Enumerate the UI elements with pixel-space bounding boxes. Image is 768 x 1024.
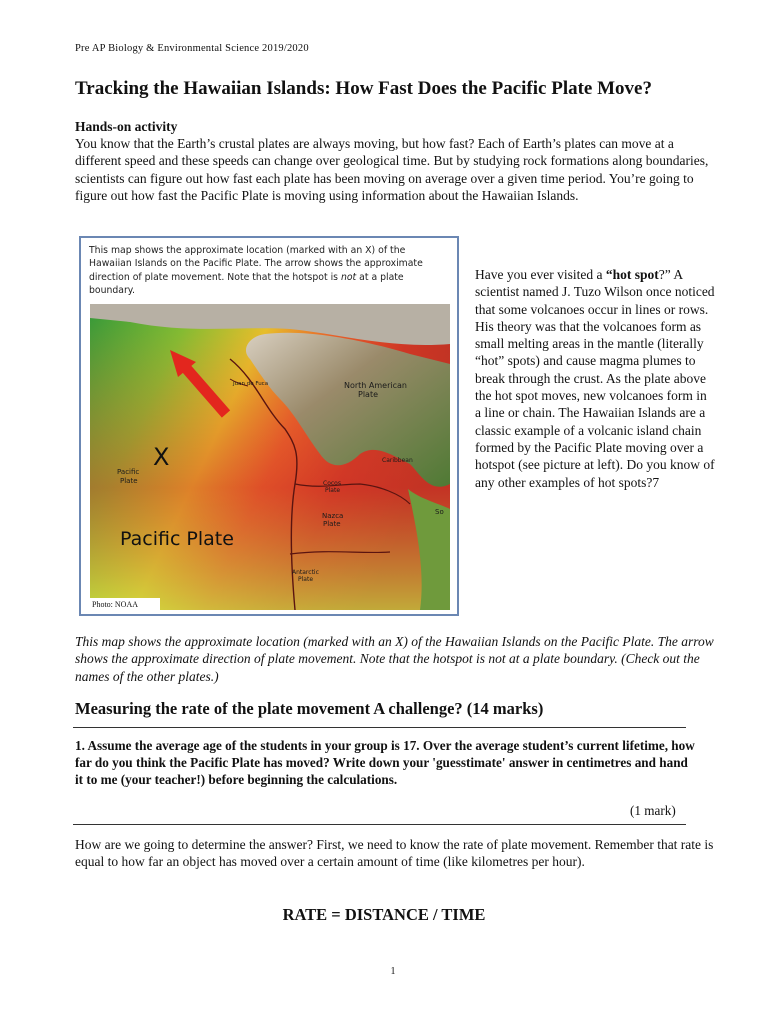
plate-map-image <box>90 304 450 610</box>
divider-bottom <box>73 824 686 825</box>
rate-formula: RATE = DISTANCE / TIME <box>282 905 486 924</box>
section-title: Measuring the rate of the plate movement A challenge? (14 marks) <box>75 699 544 718</box>
hotspot-x-marker: X <box>153 443 170 471</box>
divider-top <box>73 727 686 728</box>
map-figure-caption <box>89 244 449 297</box>
label-pacific: Pacific <box>117 468 140 476</box>
label-antarctic-plate: Plate <box>298 576 314 583</box>
hotspot-sidebar-text <box>475 266 715 491</box>
label-north-american-plate: Plate <box>358 390 379 399</box>
label-north-american: North American <box>344 381 407 390</box>
course-header: Pre AP Biology & Environmental Science 2019/2020 <box>75 43 309 54</box>
sidebar-hot-spot-term: “hot spot <box>605 267 659 282</box>
label-caribbean: Caribbean <box>382 457 413 464</box>
activity-subheading: Hands-on activity <box>75 119 178 134</box>
label-south-american-partial: So <box>435 508 444 516</box>
map-caption-text-end: at a plate boundary. <box>89 271 404 296</box>
sidebar-text-start: Have you ever visited a <box>475 267 606 282</box>
page-number: 1 <box>390 966 396 977</box>
map-caption-emphasis: not <box>340 271 357 283</box>
rate-explanation: How are we going to determine the answer? First, we need to know the rate of plate movement. Remember that rate is equal to how far an object has moved over a certain amount of time (like kilometres per hour). <box>75 837 714 870</box>
map-caption-text: This map shows the approximate location (marked with an X) of the Hawaiian Islands on the Pacific Plate. The arrow shows the approximate direction of plate movement. Note that the hotspot is <box>89 245 423 283</box>
label-cocos: Cocos <box>323 480 341 487</box>
label-nazca: Nazca <box>322 512 344 520</box>
photo-credit: Photo: NOAA <box>92 600 139 609</box>
plate-map-figure <box>79 236 459 616</box>
question-1-marks: (1 mark) <box>630 803 676 818</box>
sidebar-text-rest: ?” A scientist named J. Tuzo Wilson once noticed that some volcanoes occur in lines or rows. His theory was that the volcanoes form as small melting areas in the mantle (literally “hot” spots) and cause magma plumes to break through the crust. As the plate above the hot spot moves, new volcanoes form in a line or chain. The Hawaiian Islands are a classic example of a volcanic island chain formed by the Pacific Plate moving over a hotspot (see picture at left). Do you know of any other examples of hot spots?7 <box>475 267 715 490</box>
map-note: This map shows the approximate location (marked with an X) of the Hawaiian Islands on the Pacific Plate. The arrow shows the approximate direction of plate movement. Note that the hotspot is not at a plate boundary. (Check out the names of the other plates.) <box>75 634 714 684</box>
page-title: Tracking the Hawaiian Islands: How Fast Does the Pacific Plate Move? <box>75 78 652 99</box>
label-juan-de-fuca: Juan de Fuca <box>233 381 269 387</box>
activity-intro: You know that the Earth’s crustal plates are always moving, but how fast? Each of Earth’s plates can move at a different speed and these speeds can change over geological time. But by studying rock formations along boundaries, scientists can figure out how fast each plate has been moving on average over a given time period. You’re going to figure out how fast the Pacific Plate is moving using information about the Hawaiian Islands. <box>75 136 709 203</box>
question-1: 1. Assume the average age of the students in your group is 17. Over the average student’s current lifetime, how far do you think the Pacific Plate has moved? Write down your 'guesstimate' answer in centimetres and hand it to me (your teacher!) before beginning the calculations. <box>75 738 695 787</box>
label-pacific-plate-small: Plate <box>120 477 138 485</box>
label-pacific-plate: Pacific Plate <box>120 528 234 550</box>
label-nazca-plate: Plate <box>323 520 341 528</box>
label-antarctic: Antarctic <box>292 569 319 576</box>
label-cocos-plate: Plate <box>325 487 341 494</box>
